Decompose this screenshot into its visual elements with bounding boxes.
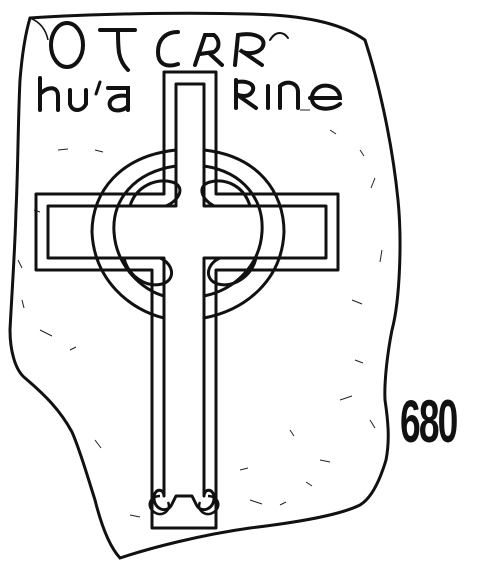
catalog-number: 680 [400,388,457,455]
cross-inner-outline [48,84,326,510]
inscription-letter-h [40,78,58,110]
inscription-letter-e [310,86,340,109]
surface-texture [18,110,382,517]
inscription-letter-c [158,32,178,66]
inscription-letter-n [280,83,298,108]
inscription-letter-r [235,34,263,65]
broken-corner-line [30,18,48,40]
inscription-letter-o [51,23,83,67]
inscription [40,23,340,111]
cross-ring-outer [92,150,284,318]
inscription-letter-r2 [236,80,256,108]
inscription-fragment [270,33,288,40]
inscription-apostrophe [96,82,100,94]
inscription-letter-d [108,88,128,111]
inscription-letter-t [100,30,135,70]
inscription-letter-a [195,35,222,65]
inscription-letter-u [70,90,86,110]
